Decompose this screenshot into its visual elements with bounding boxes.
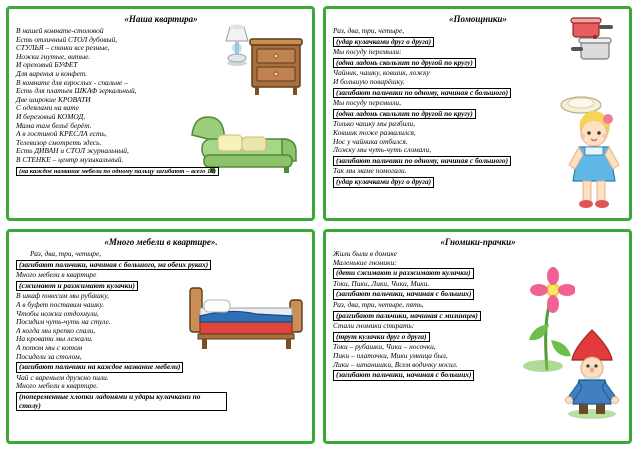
- poem-line: Нос у чайника отбился.: [333, 136, 408, 146]
- poem-line: В комнате для взрослых - спальне –: [16, 77, 128, 87]
- poem-line: В нашей комнате-столовой: [16, 26, 104, 35]
- poem-line: Есть отличный СТОЛ дубовый,: [16, 34, 118, 44]
- poem-line: Много мебели в квартире.: [16, 381, 99, 391]
- card-title: «Помощники»: [449, 14, 507, 24]
- poem-action-line: (удар кулачками друг о друга): [333, 37, 434, 48]
- poem-line: Только чашку мы разбили,: [333, 119, 416, 129]
- card-lines: [16, 27, 306, 176]
- poem-line: А когда мы крепко спали,: [16, 325, 96, 335]
- poem-action-line: (сжимают и разжимают кулачки): [16, 281, 138, 292]
- poem-line: В СТЕНКЕ – центр музыкальный.: [16, 154, 124, 164]
- poem-line: И ореховый БУФЕТ: [16, 60, 78, 70]
- poem-line: Мы посуду перемыли:: [333, 47, 402, 57]
- poem-line: Есть для платьев ШКАФ зеркальный,: [16, 86, 137, 96]
- poem-line: Чайник, чашку, ковшик, ложку: [333, 68, 430, 78]
- poem-line: Чай с вареньем дружно пили.: [16, 372, 109, 382]
- poem-action-line: (загибают пальчики, начиная с большого, на обеих руках): [16, 260, 211, 271]
- poem-action-line: (загибают пальчики по одному, начиная с большого): [333, 156, 511, 167]
- poem-line: Чтобы ножки отдохнули,: [16, 308, 99, 318]
- card-title: «Наша квартира»: [124, 14, 198, 24]
- card-title: «Много мебели в квартире».: [104, 237, 218, 247]
- poem-line: Токи – рубашки, Чики – носочки,: [333, 342, 436, 352]
- poem-line: Мы посуду перемыли,: [333, 98, 401, 108]
- poem-line: Две широкие КРОВАТИ: [16, 94, 91, 104]
- poem-line: Пики – платочки, Мики умница был,: [333, 350, 448, 360]
- poem-line: Для варенья и конфет.: [16, 68, 88, 78]
- poem-line: И березовый КОМОД,: [16, 111, 86, 121]
- card-apartment: [6, 6, 315, 221]
- poem-line: Жили были в домике: [333, 249, 397, 258]
- poem-line: Телевизор смотреть здесь.: [16, 137, 102, 147]
- poem-line: СТУЛЬЯ – спинки все резные,: [16, 43, 110, 53]
- poem-line: И большую поварёшку.: [333, 76, 405, 86]
- poem-line: Есть ДИВАН и СТОЛ журнальный,: [16, 146, 129, 156]
- poem-action-line: (одна ладонь скользит по другой по кругу): [333, 58, 476, 69]
- poem-line: Маленькие гномики:: [333, 257, 397, 267]
- poem-action-line: (загибают пальчики, начиная с больших): [333, 289, 474, 300]
- poem-line: С одеялами на вате: [16, 103, 79, 113]
- poem-line: Ложку мы чуть-чуть сломали,: [333, 145, 432, 155]
- poem-line: Так мы маме помогали.: [333, 166, 407, 176]
- poem-line: Раз, два, три, четыре,: [30, 249, 102, 258]
- poem-action-line: (удар кулачками друг о друга): [333, 177, 434, 188]
- card-gnomes: [323, 229, 632, 444]
- poem-line: Лики – штанишки, Всем водичку носил.: [333, 359, 458, 369]
- poem-line: Ковшик тоже развалился,: [333, 127, 416, 137]
- poem-line: Мама там бельё берёт.: [16, 120, 92, 130]
- card-footnote: (на каждое название мебели по одному пальцу загибают – всего 10): [16, 167, 219, 176]
- poem-action-line: (попеременные хлопки ладонями и удары кулачками по столу): [16, 392, 227, 411]
- poem-action-line: (загибают пальчики по одному, начиная с большого): [333, 88, 511, 99]
- card-lines: [333, 27, 623, 188]
- poem-action-line: (загибают пальчики, начиная с больших): [333, 370, 474, 381]
- poem-action-line: (одна ладонь скользит по другой по кругу): [333, 109, 476, 120]
- card-lines: [16, 250, 306, 411]
- poem-line: Посидели за столом,: [16, 351, 82, 361]
- poem-action-line: (трут кулачки друг о друга): [333, 332, 430, 343]
- poem-action-line: (дети сжимают и разжимают кулачки): [333, 268, 474, 279]
- card-helpers: [323, 6, 632, 221]
- poem-action-line: (разгибают пальчики, начиная с мизинцев): [333, 311, 481, 322]
- poem-line: Посидим чуть-чуть на стуле.: [16, 317, 111, 327]
- poem-line: На кровати мы лежали.: [16, 334, 93, 344]
- card-title: «Гномики-прачки»: [440, 237, 516, 247]
- poem-line: А в буфет поставим чашку.: [16, 299, 105, 309]
- poem-line: Много мебели в квартире: [16, 270, 97, 280]
- poem-line: Стали гномики стирать:: [333, 321, 415, 331]
- poem-line: Ножки гнутые, витые.: [16, 51, 91, 61]
- poem-line: Токи, Пики, Лики, Чики, Мики.: [333, 278, 430, 288]
- poem-line: Раз, два, три, четыре,: [333, 26, 405, 35]
- poem-line: Раз, два, три, четыре, пять,: [333, 299, 424, 309]
- poem-line: А потом мы с котом: [16, 342, 83, 352]
- poem-action-line: (загибают пальчики на каждое название мебели): [16, 362, 183, 373]
- card-furniture: [6, 229, 315, 444]
- poem-line: В шкаф повесим мы рубашку,: [16, 291, 109, 301]
- card-lines: [333, 250, 623, 381]
- poem-line: А в гостиной КРЕСЛА есть,: [16, 129, 107, 139]
